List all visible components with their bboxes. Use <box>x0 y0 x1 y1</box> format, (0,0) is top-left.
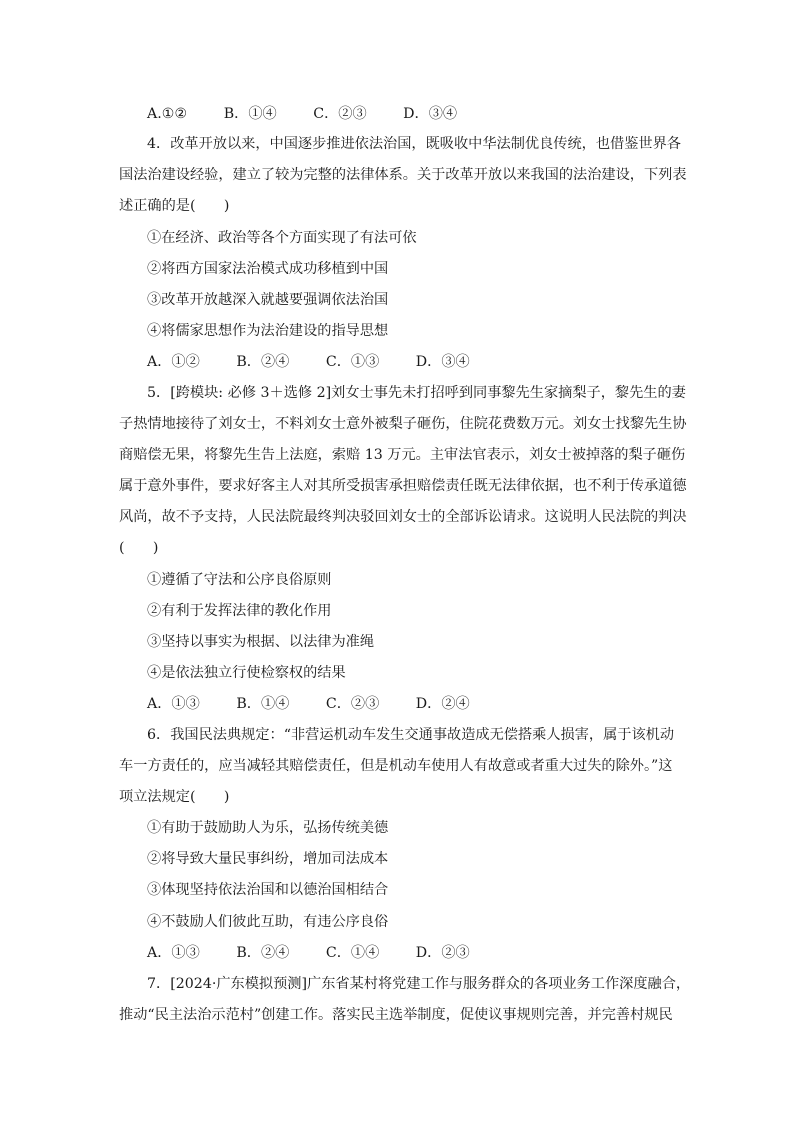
option-b: B．①④ <box>223 106 277 122</box>
q6-options <box>147 943 470 963</box>
option-c: C．②③ <box>325 696 380 712</box>
option-a: A．①③ <box>147 696 200 712</box>
q4-stem-line: 国法治建设经验，建立了较为完整的法律体系。关于改革开放以来我国的法治建设，下列表 <box>119 167 687 183</box>
q4-options <box>147 352 470 372</box>
option-c: C．①③ <box>325 354 380 370</box>
option-b: B．①④ <box>236 696 290 712</box>
q5-stem-line: 风尚，故不予支持，人民法院最终判决驳回刘女士的全部诉讼请求。这说明人民法院的判决 <box>119 509 687 525</box>
q5-stem-line: 子热情地接待了刘女士，不料刘女士意外被梨子砸伤，住院花费数万元。刘女士找黎先生协 <box>119 416 687 432</box>
q7-stem-line: 推动“民主法治示范村”创建工作。落实民主选举制度，促使议事规则完善，并完善村规民 <box>119 1007 673 1023</box>
q6-stem-line: 车一方责任的，应当减轻其赔偿责任，但是机动车使用人有故意或者重大过失的除外。”这 <box>119 758 673 774</box>
option-b: B．②④ <box>236 945 290 961</box>
q6-item: ①有助于鼓励助人为乐，弘扬传统美德 <box>147 820 389 836</box>
option-d: D．③④ <box>403 106 458 122</box>
q6-item: ②将导致大量民事纠纷，增加司法成本 <box>147 851 389 867</box>
q4-stem-line: 4．改革开放以来，中国逐步推进依法治国，既吸收中华法制优良传统，也借鉴世界各 <box>147 136 681 152</box>
q6-stem-line: 项立法规定( ) <box>119 789 230 805</box>
q5-stem-line: 属于意外事件，要求好客主人对其所受损害承担赔偿责任既无法律依据，也不利于传承道德 <box>119 478 687 494</box>
q5-stem-line: 商赔偿无果，将黎先生告上法庭，索赔 13 万元。主审法官表示，刘女士被掉落的梨子砸伤 <box>119 447 686 463</box>
option-c: C．①④ <box>325 945 380 961</box>
q6-stem-line: 6．我国民法典规定：“非营运机动车发生交通事故造成无偿搭乘人损害，属于该机动 <box>147 727 675 743</box>
option-a: A．①② <box>147 354 200 370</box>
q6-item: ③体现坚持依法治国和以德治国相结合 <box>147 882 389 898</box>
option-a: A.①② <box>147 106 188 122</box>
q4-item: ②将西方国家法治模式成功移植到中国 <box>147 261 389 277</box>
option-a: A．①③ <box>147 945 200 961</box>
option-d: D．③④ <box>415 354 470 370</box>
q4-item: ③改革开放越深入就越要强调依法治国 <box>147 292 389 308</box>
q5-stem-line: 5．[跨模块: 必修 3＋选修 2]刘女士事先未打招呼到同事黎先生家摘梨子，黎先生的妻 <box>147 385 686 401</box>
q5-item: ③坚持以事实为根据、以法律为准绳 <box>147 634 375 650</box>
q5-item: ②有利于发挥法律的教化作用 <box>147 603 332 619</box>
option-c: C．②③ <box>313 106 367 122</box>
q6-item: ④不鼓励人们彼此互助，有违公序良俗 <box>147 914 389 930</box>
option-d: D．②④ <box>415 696 470 712</box>
q4-item: ①在经济、政治等各个方面实现了有法可依 <box>147 230 417 246</box>
q5-item: ①遵循了守法和公序良俗原则 <box>147 572 332 588</box>
q5-stem-line: ( ) <box>119 540 159 556</box>
q5-options <box>147 694 470 714</box>
q3-options <box>147 104 457 124</box>
q7-stem-line: 7．[2024·广东模拟预测]广东省某村将党建工作与服务群众的各项业务工作深度融合， <box>147 976 691 992</box>
q4-item: ④将儒家思想作为法治建设的指导思想 <box>147 323 389 339</box>
q5-item: ④是依法独立行使检察权的结果 <box>147 665 346 681</box>
option-d: D．②③ <box>415 945 470 961</box>
option-b: B．②④ <box>236 354 290 370</box>
q4-stem-line: 述正确的是( ) <box>119 198 230 214</box>
